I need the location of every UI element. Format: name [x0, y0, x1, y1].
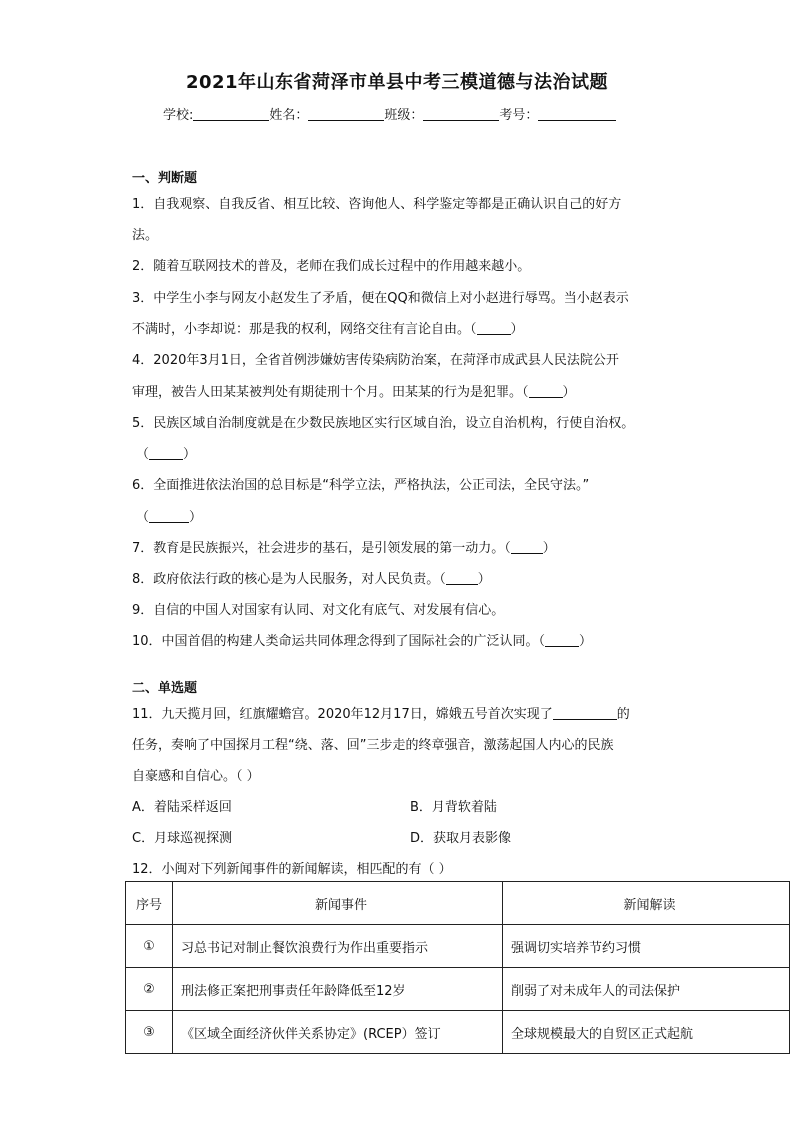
question-3-line2: [132, 318, 524, 337]
row-interpretation: 削弱了对未成年人的司法保护: [503, 968, 790, 1011]
question-11-text: 11．九天揽月回，红旗耀蟾宫。2020年12月17日，嫦娥五号首次实现了: [132, 707, 553, 722]
exam-title: 2021年山东省菏泽市单县中考三模道德与法治试题: [185, 72, 609, 93]
header-index: 序号: [126, 882, 173, 925]
question-1-line1: 1．自我观察、自我反省、相互比较、咨询他人、科学鉴定等都是正确认识自己的好方: [132, 197, 622, 212]
table-header-row: [126, 882, 790, 925]
class-label: 班级：: [384, 108, 424, 123]
answer-blank-10[interactable]: [545, 634, 579, 647]
row-event: 《区域全面经济伙伴关系协定》(RCEP）签订: [173, 1011, 503, 1054]
exam-no-label: 考号：: [499, 108, 539, 123]
question-11-text-tail: 的: [616, 707, 630, 722]
name-blank[interactable]: [308, 107, 384, 121]
answer-blank-5[interactable]: [149, 447, 183, 460]
question-5-line1: 5．民族区域自治制度就是在少数民族地区实行区域自治，设立自治机构，行使自治权。: [132, 416, 635, 431]
school-label: 学校:: [163, 108, 194, 123]
row-event: 刑法修正案把刑事责任年龄降低至12岁: [173, 968, 503, 1011]
question-5-line2: [136, 443, 196, 462]
section-heading-single-choice: 二、单选题: [132, 681, 198, 696]
question-5-open: （: [136, 447, 150, 462]
question-4-close: ）: [562, 385, 576, 400]
row-index: ③: [126, 1011, 173, 1054]
class-blank[interactable]: [423, 107, 499, 121]
answer-blank-4[interactable]: [529, 385, 563, 398]
question-4-line2: [132, 381, 576, 400]
section-heading-judgement: 一、判断题: [132, 171, 198, 186]
name-label: 姓名：: [269, 108, 309, 123]
question-8-close: ）: [477, 572, 491, 587]
question-1-line2: 法。: [132, 228, 159, 243]
question-11-line2: 任务，奏响了中国探月工程“绕、落、回”三步走的终章强音，激荡起国人内心的民族: [132, 738, 614, 753]
row-interpretation: 强调切实培养节约习惯: [503, 925, 790, 968]
option-b[interactable]: B．月背软着陆: [410, 800, 497, 815]
answer-blank-3[interactable]: [477, 322, 511, 335]
question-9: 9．自信的中国人对国家有认同、对文化有底气、对发展有信心。: [132, 603, 505, 618]
question-10: [132, 630, 592, 649]
question-6-line1: 6．全面推进依法治国的总目标是“科学立法，严格执法，公正司法，全民守法。”: [132, 478, 590, 493]
row-interpretation: 全球规模最大的自贸区正式起航: [503, 1011, 790, 1054]
question-12: 12．小闽对下列新闻事件的新闻解读，相匹配的有（ ）: [132, 862, 452, 877]
question-7: [132, 537, 556, 556]
question-4-line1: 4．2020年3月1日，全省首例涉嫌妨害传染病防治案，在菏泽市成武县人民法院公开: [132, 353, 619, 368]
option-d[interactable]: D．获取月表影像: [410, 831, 512, 846]
question-11-line3: 自豪感和自信心。（ ）: [132, 769, 260, 784]
student-info-line: [163, 104, 616, 123]
row-index: ①: [126, 925, 173, 968]
answer-blank-8[interactable]: [446, 572, 478, 585]
question-5-close: ）: [183, 447, 197, 462]
question-10-close: ）: [579, 634, 593, 649]
table-row: [126, 1011, 790, 1054]
question-8: [132, 568, 491, 587]
answer-blank-6[interactable]: [149, 510, 189, 523]
table-row: [126, 925, 790, 968]
school-blank[interactable]: [193, 107, 269, 121]
table-row: [126, 968, 790, 1011]
question-6-close: ）: [189, 510, 203, 525]
question-8-text: 8．政府依法行政的核心是为人民服务，对人民负责。（: [132, 572, 446, 587]
question-7-close: ）: [542, 541, 556, 556]
answer-blank-11[interactable]: [553, 707, 617, 720]
exam-no-blank[interactable]: [538, 107, 616, 121]
question-6-open: （: [136, 510, 150, 525]
row-event: 习总书记对制止餐饮浪费行为作出重要指示: [173, 925, 503, 968]
header-news-event: 新闻事件: [173, 882, 503, 925]
question-3-close: ）: [510, 322, 524, 337]
question-7-text: 7．教育是民族振兴，社会进步的基石，是引领发展的第一动力。（: [132, 541, 511, 556]
answer-blank-7[interactable]: [511, 541, 543, 554]
question-10-text: 10．中国首倡的构建人类命运共同体理念得到了国际社会的广泛认同。（: [132, 634, 546, 649]
header-news-interpretation: 新闻解读: [503, 882, 790, 925]
option-c[interactable]: C．月球巡视探测: [132, 831, 233, 846]
question-4-text: 审理，被告人田某某被判处有期徒刑十个月。田某某的行为是犯罪。（: [132, 385, 529, 400]
question-11-line1: [132, 703, 630, 722]
question-3-text: 不满时，小李却说：那是我的权利，网络交往有言论自由。（: [132, 322, 477, 337]
question-2: 2．随着互联网技术的普及，老师在我们成长过程中的作用越来越小。: [132, 259, 531, 274]
row-index: ②: [126, 968, 173, 1011]
news-table: [125, 881, 790, 1054]
question-6-line2: [136, 506, 202, 525]
question-3-line1: 3．中学生小李与网友小赵发生了矛盾，便在QQ和微信上对小赵进行辱骂。当小赵表示: [132, 291, 629, 306]
option-a[interactable]: A．着陆采样返回: [132, 800, 232, 815]
